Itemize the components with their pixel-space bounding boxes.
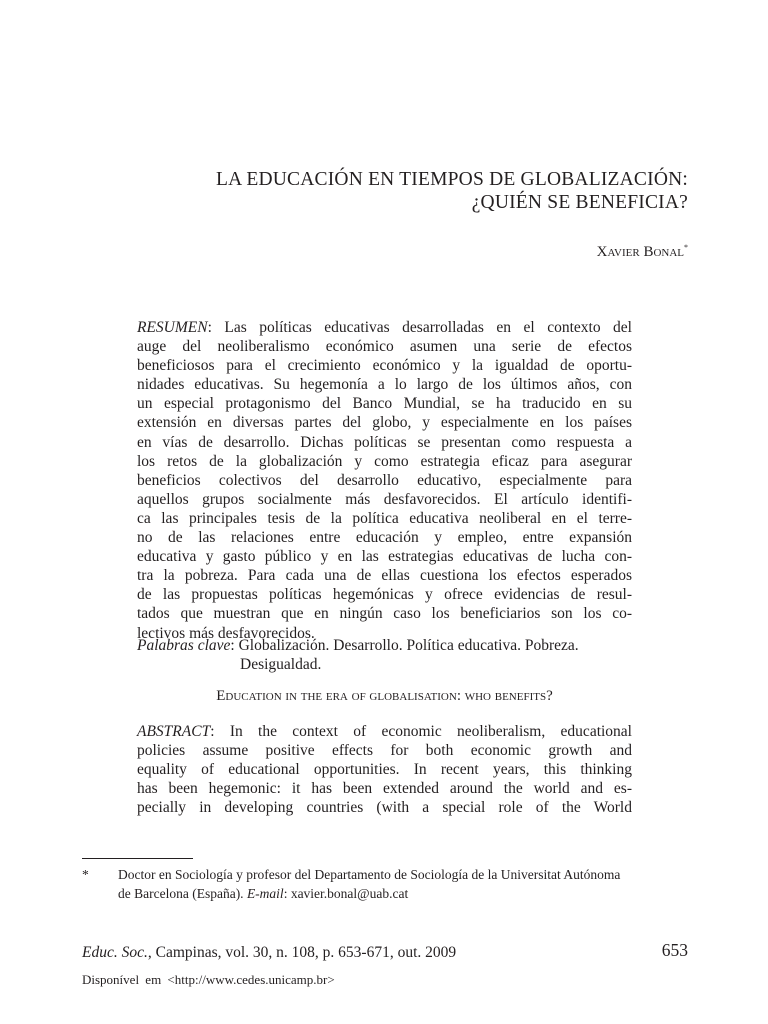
author-name: Xavier Bonal: [596, 244, 684, 260]
page-number: 653: [661, 940, 688, 960]
resumen-line: extensión en diversas partes del globo, y especialmente en los países: [137, 414, 632, 432]
footnote-line-2: de Barcelona (España). E-mail: xavier.bonal@uab.cat: [118, 885, 409, 901]
abstract-label: ABSTRACT: [137, 723, 211, 740]
abstract-line: pecially in developing countries (with a special role of the World: [137, 799, 632, 817]
resumen-line: de las propuestas políticas hegemónicas y ofrece evidencias de resul-: [137, 586, 632, 604]
resumen-label: RESUMEN: [137, 319, 208, 336]
resumen-line: un especial protagonismo del Banco Mundial, se ha traducido en su: [137, 395, 632, 413]
resumen-line: beneficios colectivos del desarrollo educativo, especialmente para: [137, 471, 632, 489]
keywords-line: Palabras clave: Globalización. Desarrollo. Política educativa. Pobreza.: [137, 637, 579, 654]
footnote-mark: *: [82, 867, 89, 882]
resumen-section: [137, 318, 632, 643]
title-line-1: LA EDUCACIÓN EN TIEMPOS DE GLOBALIZACIÓN:: [215, 169, 688, 190]
abstract-line: equality of educational opportunities. In recent years, this thinking: [137, 761, 632, 779]
abstract-line: ABSTRACT: In the context of economic neoliberalism, educational: [137, 723, 632, 740]
resumen-line: no de las relaciones entre educación y empleo, entre expansión: [137, 529, 632, 547]
resumen-line: tra la pobreza. Para cada una de ellas cuestiona los efectos esperados: [137, 567, 632, 585]
resumen-line: educativa y gasto público y en las estrategias educativas de lucha con-: [137, 548, 632, 566]
abstract-title: Education in the era of globalisation: who benefits?: [216, 688, 553, 704]
footnote-divider: [82, 858, 193, 859]
keywords-section: [137, 636, 632, 674]
author-footnote-mark: *: [684, 243, 688, 252]
author-email: : xavier.bonal@uab.cat: [283, 885, 409, 901]
abstract-section: [137, 722, 632, 817]
resumen-line: aquellos grupos socialmente más desfavorecidos. El artículo identifi-: [137, 490, 632, 508]
author-byline: [400, 244, 688, 261]
footnote-line-1: Doctor en Sociología y profesor del Departamento de Sociología de la Universitat Autónoma: [118, 867, 621, 882]
resumen-line: lectivos más desfavorecidos.: [137, 624, 315, 642]
abstract-line: has been hegemonic: it has been extended around the world and es-: [137, 780, 632, 798]
email-label: E-mail: [246, 885, 284, 901]
resumen-line: ca las principales tesis de la política educativa neoliberal en el terre-: [137, 509, 632, 527]
resumen-line: los retos de la globalización y como estrategia eficaz para asegurar: [137, 452, 632, 470]
title-line-2: ¿QUIÉN SE BENEFICIA?: [471, 192, 688, 213]
resumen-line: tados que muestran que en ningún caso los beneficiarios son los co-: [137, 605, 632, 623]
resumen-line: en vías de desarrollo. Dichas políticas se presentan como respuesta a: [137, 433, 632, 451]
resumen-line: RESUMEN: Las políticas educativas desarrolladas en el contexto del: [137, 319, 632, 336]
journal-name: Educ. Soc.: [82, 944, 148, 961]
availability-note: Disponível em <http://www.cedes.unicamp.br>: [82, 972, 335, 987]
resumen-line: nidades educativas. Su hegemonía a lo largo de los últimos años, con: [137, 376, 632, 394]
footnote-text: [118, 866, 692, 903]
article-title: [120, 168, 688, 214]
footnote: [82, 866, 692, 903]
citation-details: , Campinas, vol. 30, n. 108, p. 653-671, out. 2009: [147, 944, 457, 961]
journal-citation: [82, 944, 456, 962]
keywords-label: Palabras clave: [137, 637, 231, 654]
keywords-line-2: Desigualdad.: [240, 656, 322, 674]
abstract-line: policies assume positive effects for both economic growth and: [137, 742, 632, 760]
resumen-line: auge del neoliberalismo económico asumen una serie de efectos: [137, 338, 632, 356]
resumen-line: beneficiosos para el crecimiento económico y la igualdad de oportu-: [137, 357, 632, 375]
